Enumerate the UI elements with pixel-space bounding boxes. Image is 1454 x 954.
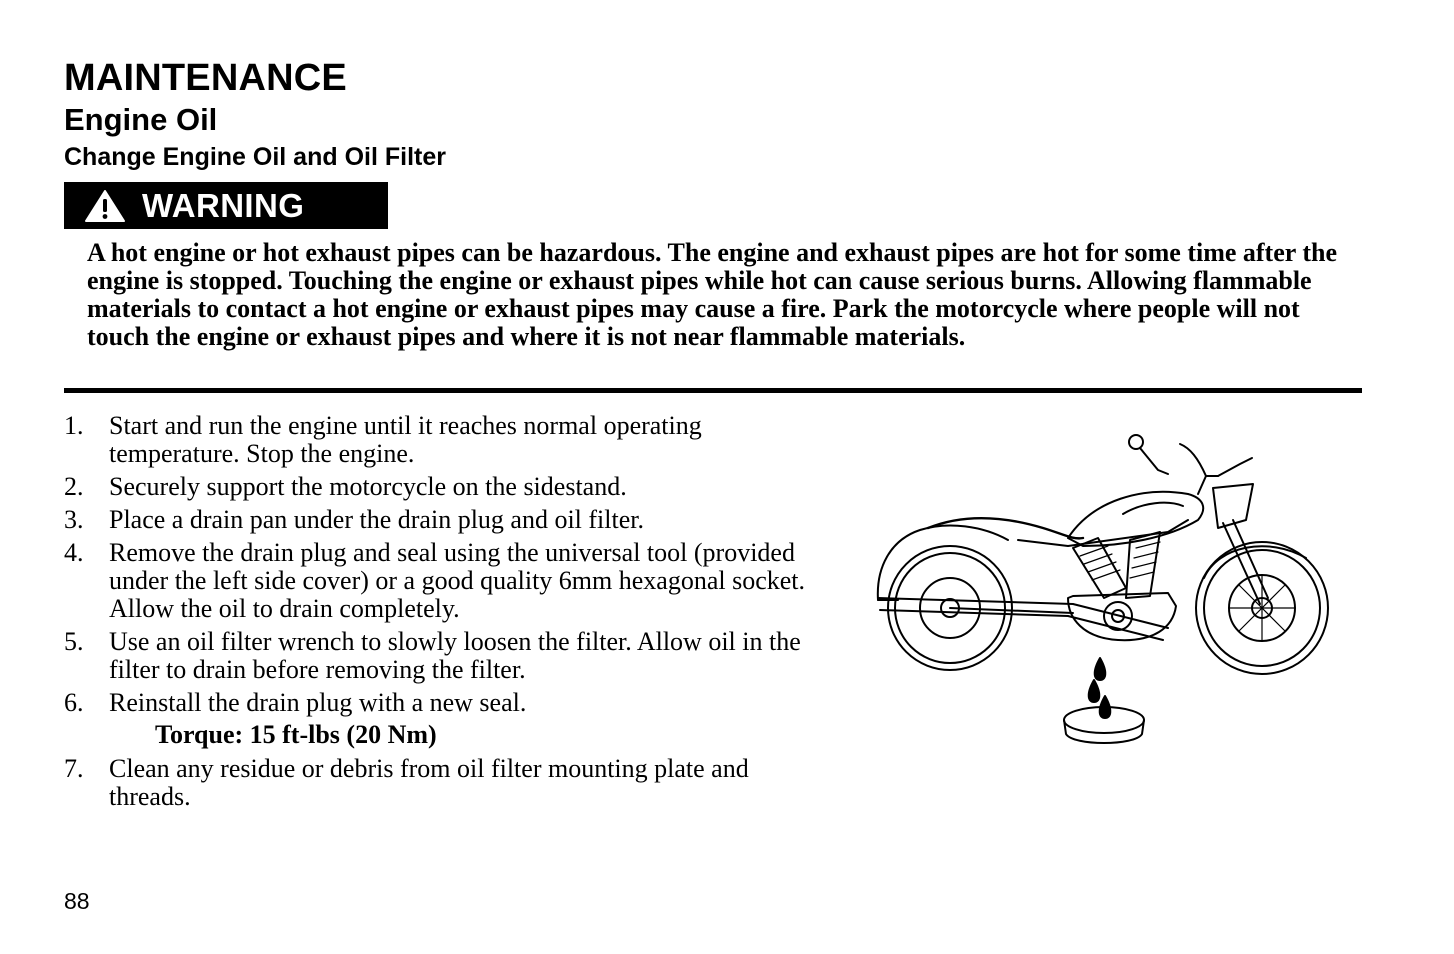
- step-text: Securely support the motorcycle on the sidestand.: [109, 472, 627, 501]
- oil-drop-icon: [1089, 680, 1100, 702]
- procedure-steps: [64, 412, 824, 816]
- v-twin-engine: [1068, 532, 1176, 640]
- tank-stripe: [1123, 503, 1183, 514]
- list-item: [64, 689, 824, 717]
- step-number: 3.: [64, 505, 84, 534]
- step-number: 7.: [64, 754, 84, 783]
- warning-text: A hot engine or hot exhaust pipes can be hazardous. The engine and exhaust pipes are hot for some time after the engine is stopped. Touching the engine or exhaust pipes while hot can cause serious burns. Allowing flammable materials to contact a hot engine or exhaust pipes may cause a fire. Park the motorcycle where people will not touch the engine or exhaust pipes and where it is not near flammable materials.: [87, 238, 1337, 351]
- list-item: [64, 755, 824, 811]
- step-number: 5.: [64, 627, 84, 656]
- rear-fender: [878, 525, 1008, 600]
- frame: [1018, 520, 1188, 546]
- warning-triangle-icon: [84, 189, 126, 223]
- oil-drop-icon: [1095, 658, 1106, 680]
- step-text: Place a drain pan under the drain plug and oil filter.: [109, 505, 644, 534]
- step-number: 6.: [64, 688, 84, 717]
- step-text: Use an oil filter wrench to slowly loosen the filter. Allow oil in the filter to drain before removing the filter.: [109, 627, 801, 684]
- mirror: [1129, 435, 1143, 449]
- step-number: 2.: [64, 472, 84, 501]
- warning-label: [64, 182, 388, 229]
- step-text: Remove the drain plug and seal using the universal tool (provided under the left side cover) or a good quality 6mm hexagonal socket. Allow the oil to drain completely.: [109, 538, 806, 623]
- step-text: Reinstall the drain plug with a new seal.: [109, 688, 527, 717]
- handlebar: [1180, 444, 1252, 476]
- step-number: 1.: [64, 411, 84, 440]
- step-text: Start and run the engine until it reaches normal operating temperature. Stop the engine.: [109, 411, 702, 468]
- list-item: [64, 473, 824, 501]
- topic-title: Change Engine Oil and Oil Filter: [64, 143, 446, 171]
- section-divider: [64, 388, 1362, 393]
- section-title: MAINTENANCE: [64, 57, 347, 99]
- step-number: 4.: [64, 538, 84, 567]
- warning-label-text: WARNING: [142, 186, 305, 224]
- list-item: [64, 539, 824, 623]
- mirror-stem: [1140, 448, 1168, 474]
- list-item: [64, 412, 824, 468]
- list-item: [64, 628, 824, 684]
- seat: [928, 518, 1083, 538]
- steering-head: [1198, 476, 1218, 494]
- page-number: 88: [64, 888, 90, 914]
- motorcycle-oil-drain-illustration: [868, 428, 1334, 758]
- list-item: [64, 506, 824, 534]
- step-text: Clean any residue or debris from oil filter mounting plate and threads.: [109, 754, 749, 811]
- subsection-title: Engine Oil: [64, 102, 218, 137]
- torque-spec: Torque: 15 ft-lbs (20 Nm): [155, 720, 437, 749]
